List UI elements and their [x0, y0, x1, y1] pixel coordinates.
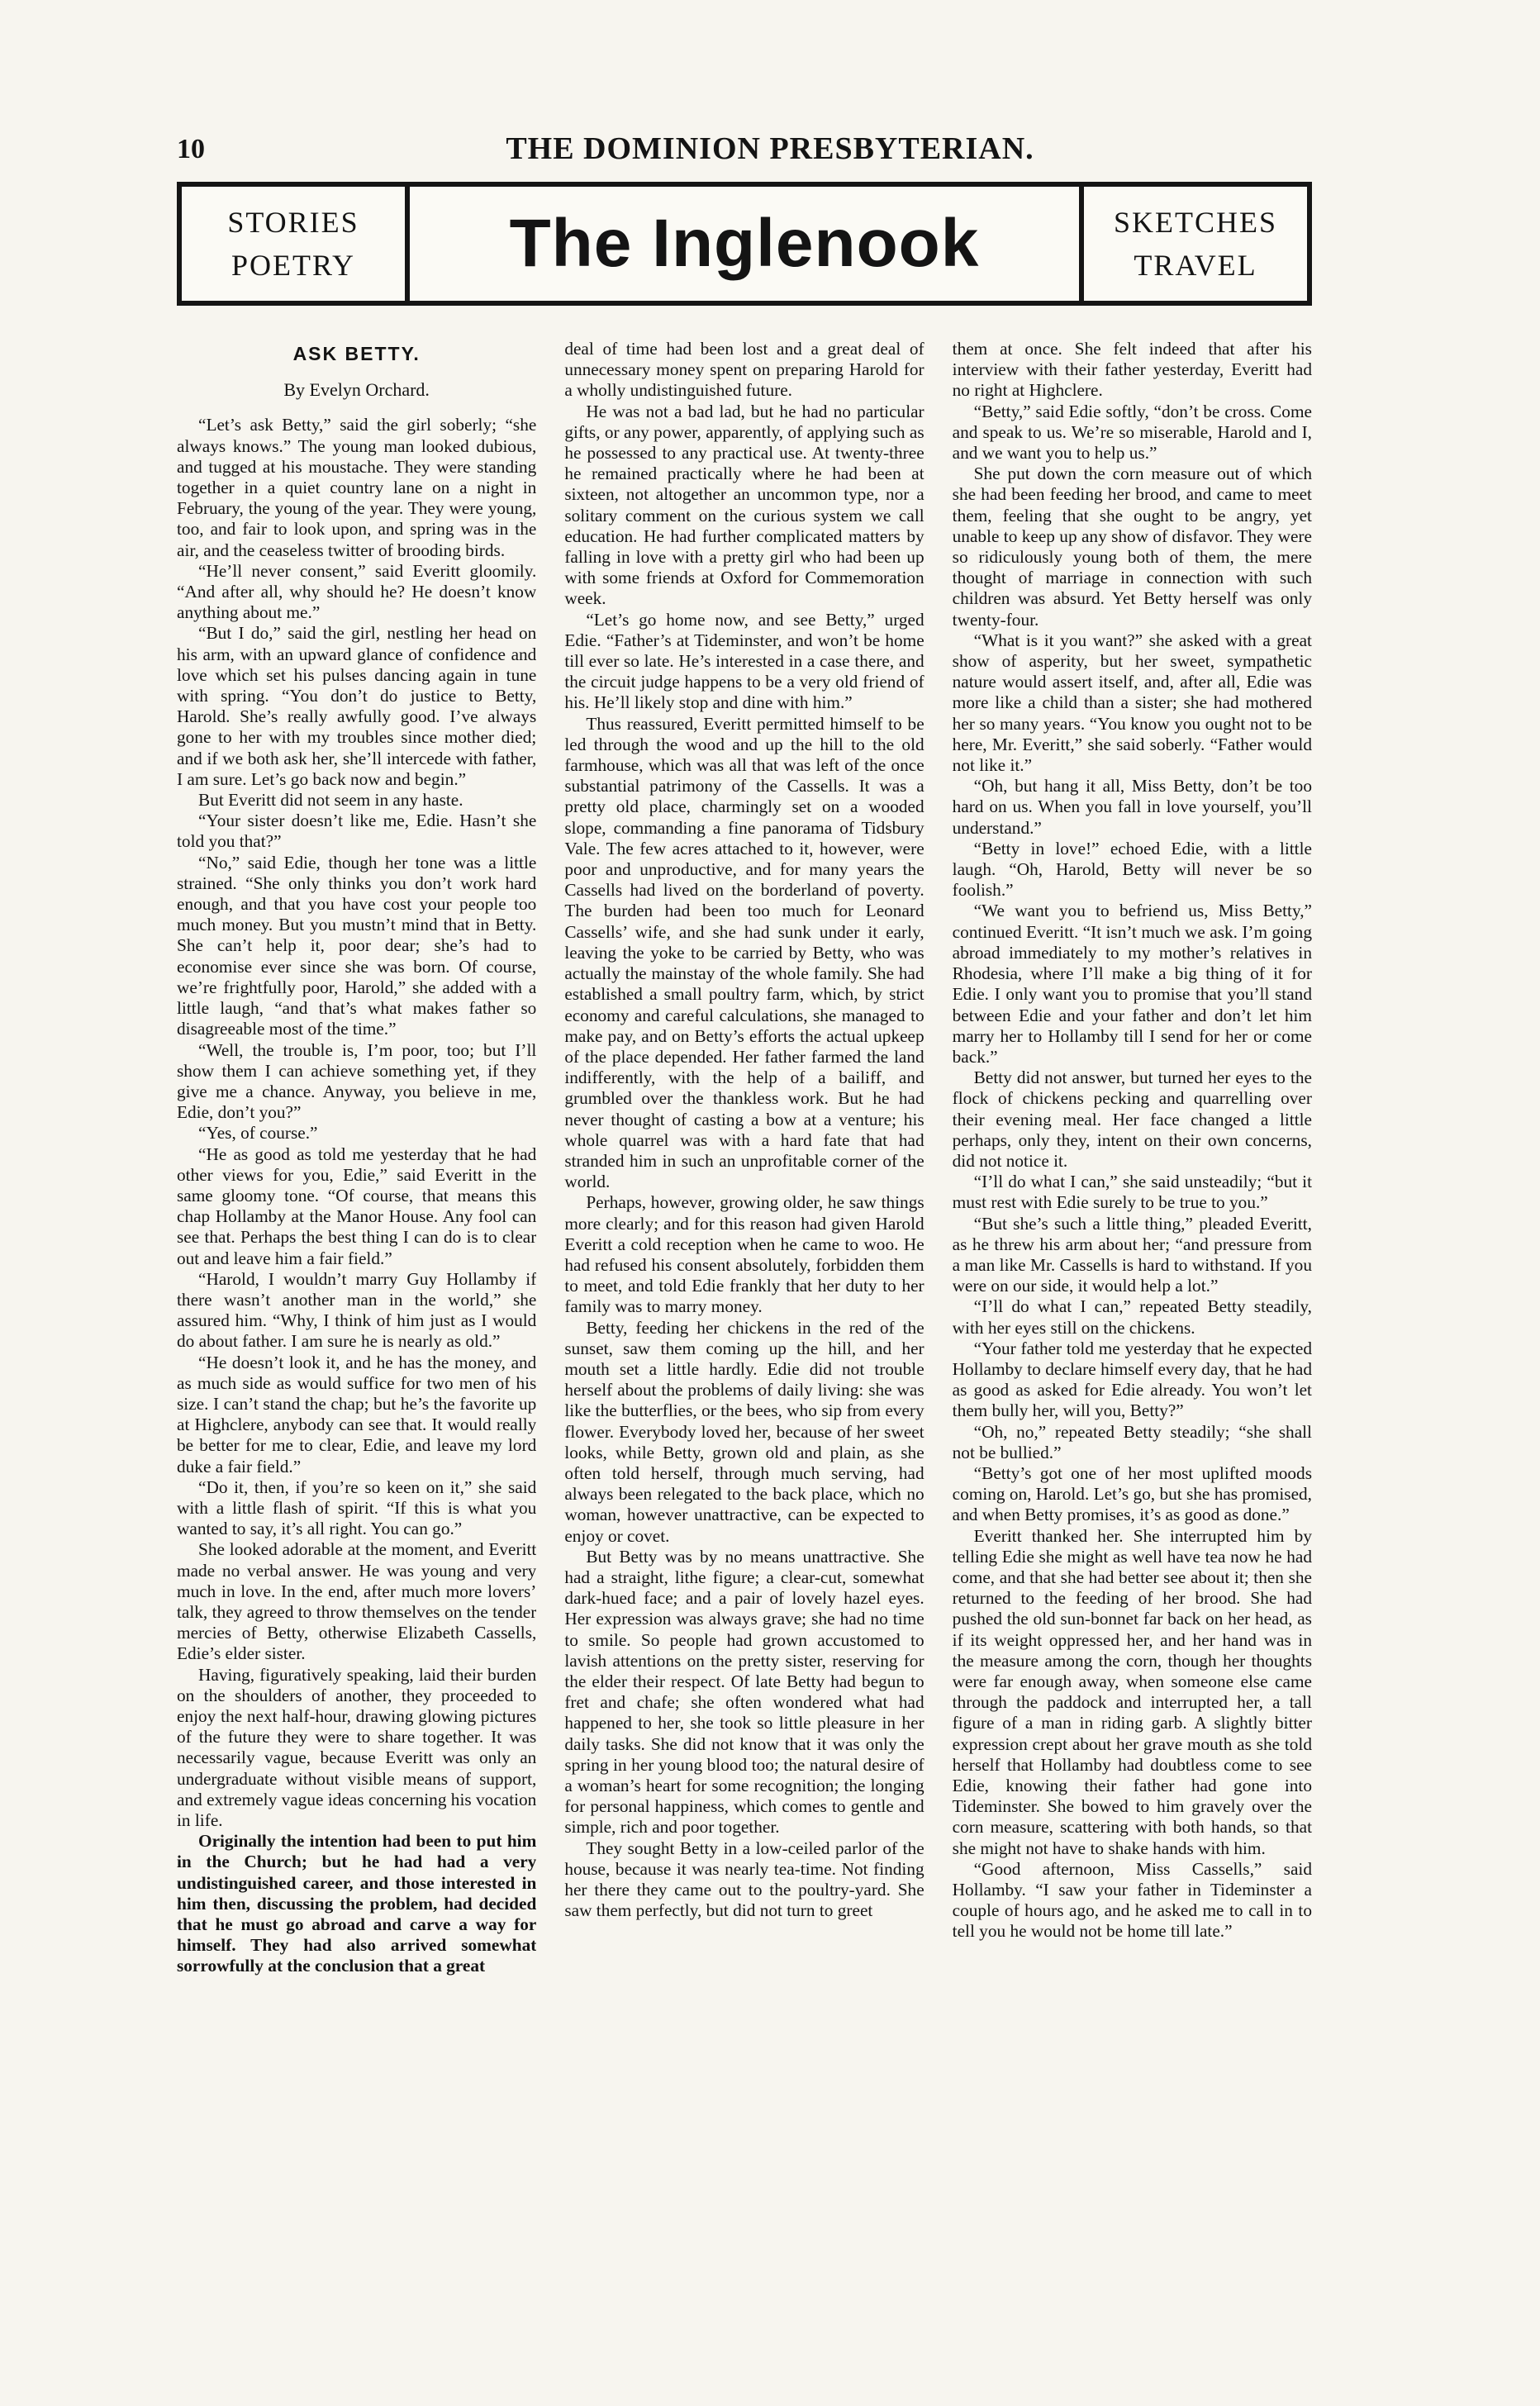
- masthead-left: [182, 187, 410, 301]
- paragraph: “But I do,” said the girl, nestling her head on his arm, with an upward glance of confidence and love which set his pulses dancing again in tune with spring. “You don’t do justice to Betty, Harold. She’s really awfully good. I’ve always gone to her with my troubles since mother died; and if we both ask her, she’ll intercede with father, I am sure. Let’s go back now and begin.”: [177, 623, 537, 789]
- paragraph: “I’ll do what I can,” repeated Betty steadily, with her eyes still on the chickens.: [952, 1296, 1312, 1338]
- paragraph: “But she’s such a little thing,” pleaded Everitt, as he threw his arm about her; “and pressure from a man like Mr. Cassells is hard to withstand. If you were on our side, it would help a lot.”: [952, 1213, 1312, 1296]
- paragraph: “Your sister doesn’t like me, Edie. Hasn’t she told you that?”: [177, 811, 537, 852]
- paragraph: Originally the intention had been to put him in the Church; but he had had a very undistinguished career, and those interested in him then, discussing the problem, had decided that he must go abroad and carve a way for himself. They had also arrived somewhat sorrowfully at the conclusion that a great: [177, 1831, 537, 1976]
- paragraph: “Good afternoon, Miss Cassells,” said Hollamby. “I saw your father in Tideminster a couple of hours ago, and he asked me to call in to tell you he would not be home till late.”: [952, 1858, 1312, 1942]
- paragraph: them at once. She felt indeed that after his interview with their father yesterday, Everitt had no right at Highclere.: [952, 339, 1312, 401]
- masthead-right: [1079, 187, 1307, 301]
- paragraph: Having, figuratively speaking, laid their burden on the shoulders of another, they proceeded to enjoy the next half-hour, drawing glowing pictures of the future they were to share together. It was necessarily vague, because Everitt was only an undergraduate without visible means of support, and extremely vague ideas concerning his vocation in life.: [177, 1664, 537, 1831]
- paragraph: “Your father told me yesterday that he expected Hollamby to declare himself every day, that he had as good as asked for Edie already. You won’t let them bully her, will you, Betty?”: [952, 1338, 1312, 1421]
- masthead-poetry: POETRY: [231, 249, 356, 282]
- paragraph: Betty, feeding her chickens in the red of the sunset, saw them coming up the hill, and her mouth set a little hardly. Edie did not trouble herself about the problems of daily living: she was like the butterflies, or the bees, who sip from every flower. Everybody loved her, because of her sweet looks, while Betty, grown old and plain, as she often told herself, through much serving, had always been relegated to the back place, which no woman, however unattractive, can be expected to enjoy or covet.: [564, 1317, 924, 1546]
- paragraph: “Let’s go home now, and see Betty,” urged Edie. “Father’s at Tideminster, and won’t be home till ever so late. He’s interested in a case there, and the circuit judge happens to be a very old friend of his. He’ll likely stop and dine with him.”: [564, 609, 924, 713]
- paragraph: But Betty was by no means unattractive. She had a straight, lithe figure; a clear-cut, somewhat dark-hued face; and a pair of lovely hazel eyes. Her expression was always grave; she had no time to smile. So people had grown accustomed to lavish attentions on the pretty sister, reserving for the elder their respect. Of late Betty had begun to fret and chafe; she often wondered what had happened to her, she took so little pleasure in her daily tasks. She did not know that it was only the spring in her young blood too; the natural desire of a woman’s heart for some recognition; the longing for personal happiness, which comes to gentle and simple, rich and poor together.: [564, 1546, 924, 1838]
- article-columns: [177, 339, 1312, 2313]
- paragraph: She looked adorable at the moment, and Everitt made no verbal answer. He was young and very much in love. In the end, after much more lovers’ talk, they agreed to throw themselves on the tender mercies of Betty, otherwise Elizabeth Cassells, Edie’s elder sister.: [177, 1539, 537, 1664]
- paragraph: “Oh, but hang it all, Miss Betty, don’t be too hard on us. When you fall in love yourself, you’ll understand.”: [952, 776, 1312, 838]
- paragraph: “Do it, then, if you’re so keen on it,” she said with a little flash of spirit. “If this is what you wanted to say, it’s all right. You can go.”: [177, 1476, 537, 1539]
- paragraph: “Harold, I wouldn’t marry Guy Hollamby if there wasn’t another man in the world,” she assured him. “Why, I think of him just as I would do about father. I am sure he is nearly as old.”: [177, 1268, 537, 1352]
- paragraph: “Oh, no,” repeated Betty steadily; “she shall not be bullied.”: [952, 1421, 1312, 1462]
- paragraph: “Let’s ask Betty,” said the girl soberly; “she always knows.” The young man looked dubious, and tugged at his moustache. They were standing together in a quiet country lane on a night in February, the young of the year. They were young, too, and fair to look upon, and spring was in the air, and the ceaseless twitter of brooding birds.: [177, 415, 537, 560]
- column-3: [953, 339, 1312, 2313]
- paragraph: Perhaps, however, growing older, he saw things more clearly; and for this reason had given Harold Everitt a cold reception when he came to woo. He had refused his consent absolutely, forbidden them to meet, and told Edie frankly that her duty to her family was to marry money.: [564, 1192, 924, 1317]
- paragraph: “He as good as told me yesterday that he had other views for you, Edie,” said Everitt in the same gloomy tone. “Of course, that means this chap Hollamby at the Manor House. Any fool can see that. Perhaps the best thing I can do is to clear out and leave him a fair field.”: [177, 1144, 537, 1268]
- paragraph: “I’ll do what I can,” she said unsteadily; “but it must rest with Edie surely to be true to you.”: [952, 1172, 1312, 1213]
- masthead-title: The Inglenook: [509, 206, 980, 281]
- paragraph: “We want you to befriend us, Miss Betty,” continued Everitt. “It isn’t much we ask. I’m going abroad immediately to my mother’s relatives in Rhodesia, where I’ll make a big thing of it for Edie. I only want you to promise that you’ll stand between Edie and your father and don’t let him marry her to Hollamby till I send for her or come back.”: [952, 901, 1312, 1067]
- story-byline: By Evelyn Orchard.: [283, 379, 430, 401]
- story-title: ASK BETTY.: [292, 343, 421, 364]
- paragraph: “Betty in love!” echoed Edie, with a little laugh. “Oh, Harold, Betty will never be so foolish.”: [952, 838, 1312, 901]
- masthead: [177, 182, 1312, 306]
- publication-title: THE DOMINION PRESBYTERIAN.: [506, 131, 1034, 166]
- paragraph: Betty did not answer, but turned her eyes to the flock of chickens pecking and quarrelling over their evening meal. Her face changed a little perhaps, only they, intent on their own concerns, did not notice it.: [952, 1067, 1312, 1171]
- paragraph: “Betty’s got one of her most uplifted moods coming on, Harold. Let’s go, but she has promised, and when Betty promises, it’s as good as done.”: [952, 1462, 1312, 1525]
- paragraph: “Well, the trouble is, I’m poor, too; but I’ll show them I can achieve something yet, if they give me a chance. Anyway, you believe in me, Edie, don’t you?”: [177, 1039, 537, 1123]
- paragraph: “He’ll never consent,” said Everitt gloomily. “And after all, why should he? He doesn’t know anything about me.”: [177, 560, 537, 623]
- paragraph: He was not a bad lad, but he had no particular gifts, or any power, apparently, of applying such as he possessed to any practical use. At twenty-three he remained practically where he had been at sixteen, not altogether an uncommon type, nor a solitary comment on the curious system we call education. He had further complicated matters by falling in love with a pretty girl who had been up with some friends at Oxford for Commemoration week.: [564, 401, 924, 609]
- column-2: [564, 339, 924, 2313]
- paragraph: She put down the corn measure out of which she had been feeding her brood, and came to meet them, feeling that she ought to be angry, yet unable to keep up any show of disfavor. They were so ridiculously young both of them, the mere thought of marriage in connection with such children was absurd. Yet Betty herself was only twenty-four.: [952, 464, 1312, 630]
- masthead-stories: STORIES: [227, 206, 359, 239]
- column-1: [177, 339, 536, 2313]
- paragraph: They sought Betty in a low-ceiled parlor of the house, because it was nearly tea-time. Not finding her there they came out to the poultry-yard. She saw them perfectly, but did not turn to greet: [564, 1838, 924, 1921]
- paragraph: deal of time had been lost and a great deal of unnecessary money spent on preparing Harold for a wholly undistinguished future.: [564, 339, 924, 401]
- masthead-sketches: SKETCHES: [1113, 206, 1278, 239]
- paragraph: “What is it you want?” she asked with a great show of asperity, but her sweet, sympathetic nature would assert itself, and, after all, Edie was more like a child than a sister; she had mothered her so many years. “You know you ought not to be here, Mr. Everitt,” she said soberly. “Father would not like it.”: [952, 630, 1312, 776]
- paragraph: “Yes, of course.”: [198, 1123, 318, 1144]
- paragraph: “No,” said Edie, though her tone was a little strained. “She only thinks you don’t work hard enough, and that you have cost your people too much money. But you mustn’t mind that in Betty. She can’t help it, poor dear; she’s had to economise ever since she was born. Of course, we’re frightfully poor, Harold,” she added with a little laugh, “and that’s what makes father so disagreeable most of the time.”: [177, 852, 537, 1039]
- paragraph: Thus reassured, Everitt permitted himself to be led through the wood and up the hill to the old farmhouse, which was all that was left of the once substantial patrimony of the Cassells. It was a pretty old place, charmingly set on a wooded slope, commanding a fine panorama of Tidsbury Vale. The few acres attached to it, however, were poor and unproductive, and for many years the Cassells had lived on the borderland of poverty. The burden had been too much for Leonard Cassells’ wife, and she had sunk under it early, leaving the yoke to be carried by Betty, who was actually the mainstay of the whole family. She had established a small poultry farm, which, by strict economy and careful calculations, she managed to make pay, and on Betty’s efforts the actual upkeep of the place depended. Her father farmed the land indifferently, with the help of a bailiff, and grumbled over the thankless work. But he had never thought of casting a bow at a venture; his whole quarrel was with a hard fate that had stranded him in such an unprofitable corner of the world.: [564, 713, 924, 1192]
- paragraph: “He doesn’t look it, and he has the money, and as much side as would suffice for two men of his size. I can’t stand the chap; but he’s the favorite up at Highclere, anybody can see that. It would really be better for me to clear, Edie, and leave my lord duke a fair field.”: [177, 1352, 537, 1476]
- paragraph: “Betty,” said Edie softly, “don’t be cross. Come and speak to us. We’re so miserable, Harold and I, and we want you to help us.”: [952, 401, 1312, 464]
- paragraph: Everitt thanked her. She interrupted him by telling Edie she might as well have tea now he had come, and that she had better see about it; then she returned to the feeding of her brood. She had pushed the old sun-bonnet far back on her head, as if its weight oppressed her, and her hand was in the measure among the corn, though her thoughts were far enough away, when someone else came through the paddock and interrupted her, a tall figure of a man in riding garb. A slightly bitter expression crept about her grave mouth as she told herself that Hollamby had doubtless come to see Edie, knowing their father had gone into Tideminster. She bowed to him gravely over the corn measure, scattering with both hands, so that she might not have to shake hands with him.: [952, 1525, 1312, 1858]
- page-number: 10: [177, 134, 205, 164]
- paragraph: But Everitt did not seem in any haste.: [198, 790, 463, 811]
- masthead-travel: TRAVEL: [1134, 249, 1257, 282]
